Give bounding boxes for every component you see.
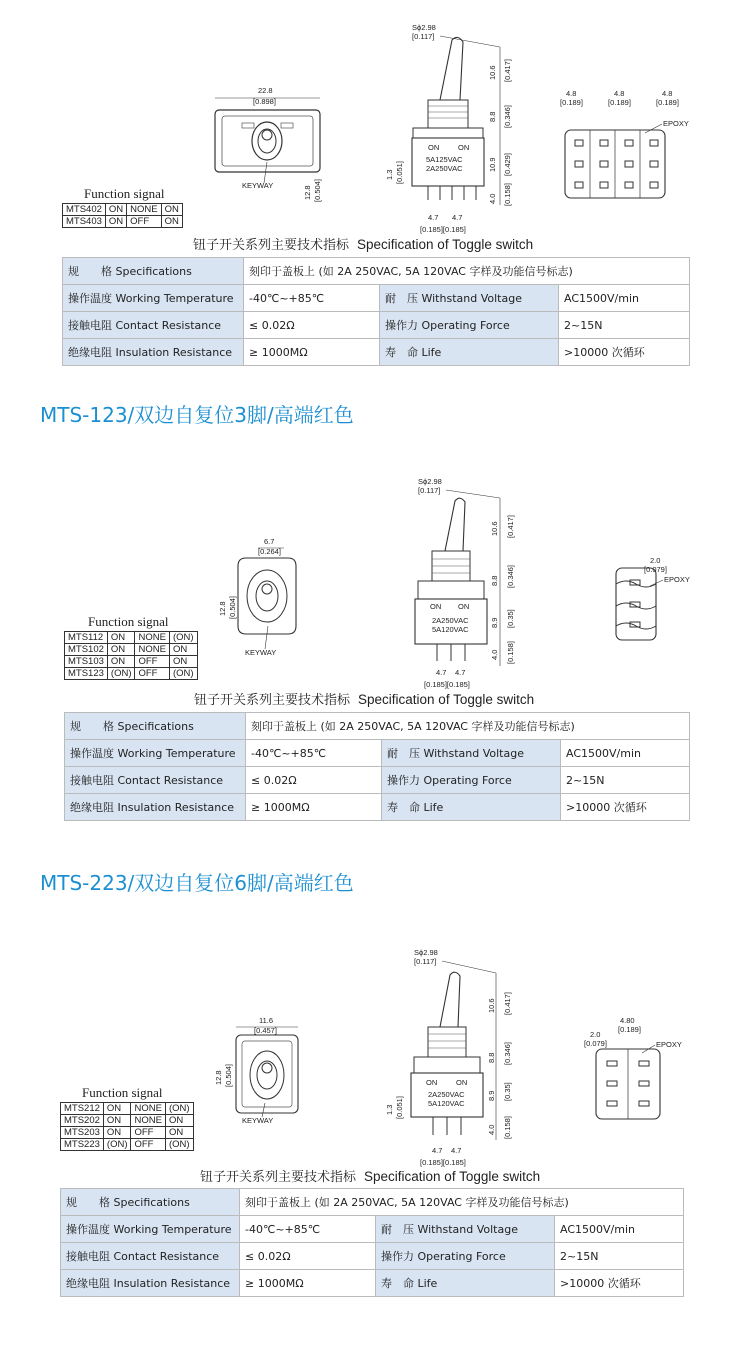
bottom-pitch-dim-3: 4.8 xyxy=(662,89,673,98)
table-row xyxy=(63,285,690,312)
spec-value: 刻印于盖板上 (如 2A 250VAC, 5A 120VAC 字样及功能信号标志) xyxy=(240,1189,684,1216)
body-on-right: ON xyxy=(456,1078,468,1087)
body-height-dim: 8.9 xyxy=(487,1090,496,1101)
plate-width-dim: 11.6 xyxy=(259,1016,274,1025)
model-cell: MTS102 xyxy=(65,644,108,656)
model-cell: MTS202 xyxy=(61,1115,104,1127)
function-signal-table xyxy=(64,631,198,680)
table-row xyxy=(63,312,690,339)
spec-value: ≥ 1000MΩ xyxy=(246,794,382,821)
model-cell: MTS212 xyxy=(61,1103,104,1115)
side-view xyxy=(385,948,512,1167)
side-view xyxy=(385,23,512,234)
body-on-left: ON xyxy=(426,1078,438,1087)
position-cell: ON xyxy=(169,656,197,668)
bushing-height-inch: [0.346] xyxy=(503,105,512,128)
position-cell: ON xyxy=(107,632,135,644)
position-cell: NONE xyxy=(127,204,161,216)
position-cell: (ON) xyxy=(107,668,135,680)
table-row xyxy=(61,1115,194,1127)
shaft-inch: [0.117] xyxy=(418,486,441,495)
bushing-height-dim: 8.8 xyxy=(490,575,499,586)
bottom-view xyxy=(560,89,689,198)
epoxy-label: EPOXY xyxy=(656,1040,682,1049)
spec-table xyxy=(60,1188,684,1297)
table-row xyxy=(61,1127,194,1139)
spec-value: -40℃~+85℃ xyxy=(244,285,380,312)
spec-label: 接触电阻 Contact Resistance xyxy=(63,312,244,339)
spec-heading-cn: 钮子开关系列主要技术指标 xyxy=(200,1170,357,1185)
pitch-inch: [0.185][0.185] xyxy=(424,680,470,689)
spec-value: ≥ 1000MΩ xyxy=(244,339,380,366)
spec-heading xyxy=(200,1166,540,1185)
body-height-dim: 8.9 xyxy=(490,617,499,628)
side-inch: [0.051] xyxy=(395,161,404,184)
bottom-pitch-inch: [0.189] xyxy=(560,98,583,107)
epoxy-label: EPOXY xyxy=(663,119,689,128)
rating-line-2: 5A120VAC xyxy=(428,1099,465,1108)
spec-value: ≤ 0.02Ω xyxy=(240,1243,376,1270)
spec-label: 绝缘电阻 Insulation Resistance xyxy=(61,1270,240,1297)
position-cell: ON xyxy=(161,204,182,216)
spec-value: >10000 次循环 xyxy=(559,339,690,366)
spec-label: 耐 压 Withstand Voltage xyxy=(376,1216,555,1243)
function-signal-table xyxy=(60,1102,194,1151)
spec-label: 操作温度 Working Temperature xyxy=(61,1216,240,1243)
table-row xyxy=(61,1270,684,1297)
spec-value: AC1500V/min xyxy=(559,285,690,312)
position-cell: ON xyxy=(169,644,197,656)
plate-width-dim: 22.8 xyxy=(258,86,273,95)
lever-height-inch: [0.417] xyxy=(503,59,512,82)
model-cell: MTS112 xyxy=(65,632,108,644)
section-mts-400 xyxy=(0,0,750,380)
plate-width-inch: [0.457] xyxy=(254,1026,277,1035)
bottom-pitch-inch: [0.079] xyxy=(584,1039,607,1048)
position-cell: (ON) xyxy=(165,1139,193,1151)
section-mts-223 xyxy=(0,935,750,1305)
model-cell: MTS123 xyxy=(65,668,108,680)
position-cell: ON xyxy=(103,1127,131,1139)
body-on-left: ON xyxy=(430,602,442,611)
position-cell: ON xyxy=(107,644,135,656)
rating-line-2: 5A120VAC xyxy=(432,625,469,634)
bottom-view xyxy=(584,1016,682,1119)
position-cell: (ON) xyxy=(169,668,197,680)
position-cell: NONE xyxy=(135,644,169,656)
model-cell: MTS103 xyxy=(65,656,108,668)
pitch-dim-1: 4.7 xyxy=(428,213,439,222)
epoxy-label: EPOXY xyxy=(664,575,690,584)
bushing-height-dim: 8.8 xyxy=(487,1052,496,1063)
bottom-view xyxy=(616,556,690,640)
position-cell: (ON) xyxy=(165,1103,193,1115)
position-cell: (ON) xyxy=(103,1139,131,1151)
pin-height-dim: 4.0 xyxy=(488,193,497,204)
spec-table xyxy=(62,257,690,366)
lever-height-inch: [0.417] xyxy=(503,992,512,1015)
spec-value: ≥ 1000MΩ xyxy=(240,1270,376,1297)
bottom-pitch-dim-2: 4.80 xyxy=(620,1016,635,1025)
spec-heading-cn: 钮子开关系列主要技术指标 xyxy=(193,238,350,253)
pin-height-inch: [0.158] xyxy=(503,183,512,206)
body-on-right: ON xyxy=(458,602,470,611)
model-cell: MTS223 xyxy=(61,1139,104,1151)
top-view xyxy=(214,1016,298,1125)
model-cell: MTS403 xyxy=(63,216,106,228)
rating-line-2: 2A250VAC xyxy=(426,164,463,173)
table-row xyxy=(65,644,198,656)
position-cell: ON xyxy=(105,204,126,216)
table-row xyxy=(61,1189,684,1216)
body-height-inch: [0.35] xyxy=(503,1082,512,1101)
function-signal-block xyxy=(62,186,183,228)
shaft-dim: Sϕ2.98 xyxy=(418,477,442,486)
side-dim: 1.3 xyxy=(385,1104,394,1115)
position-cell: ON xyxy=(103,1115,131,1127)
plate-height-dim: 12.8 xyxy=(214,1070,223,1085)
side-view xyxy=(415,477,515,689)
plate-width-dim: 6.7 xyxy=(264,537,275,546)
model-cell: MTS402 xyxy=(63,204,106,216)
lever-height-dim: 10.6 xyxy=(490,521,499,536)
spec-value: 2~15N xyxy=(555,1243,684,1270)
pitch-dim-2: 4.7 xyxy=(455,668,466,677)
shaft-dim: Sϕ2.98 xyxy=(412,23,436,32)
position-cell: OFF xyxy=(135,668,169,680)
top-view xyxy=(218,537,296,696)
plate-height-inch: [0.504] xyxy=(228,596,237,619)
lever-height-inch: [0.417] xyxy=(506,515,515,538)
bottom-pitch-dim: 4.8 xyxy=(566,89,577,98)
spec-label: 绝缘电阻 Insulation Resistance xyxy=(65,794,246,821)
body-height-inch: [0.429] xyxy=(503,153,512,176)
spec-value: -40℃~+85℃ xyxy=(240,1216,376,1243)
series-title-mts-123: MTS-123/双边自复位3脚/高端红色 xyxy=(40,403,354,427)
keyway-label: KEYWAY xyxy=(245,648,277,657)
spec-label: 接触电阻 Contact Resistance xyxy=(65,767,246,794)
position-cell: ON xyxy=(161,216,182,228)
spec-label: 寿 命 Life xyxy=(376,1270,555,1297)
position-cell: NONE xyxy=(131,1115,165,1127)
position-cell: (ON) xyxy=(169,632,197,644)
position-cell: OFF xyxy=(135,656,169,668)
section-mts-123 xyxy=(0,456,750,836)
spec-heading xyxy=(194,689,534,708)
pin-height-inch: [0.158] xyxy=(503,1116,512,1139)
plate-width-inch: [0.898] xyxy=(253,97,276,106)
bushing-height-dim: 8.8 xyxy=(488,111,497,122)
spec-label: 规 格 Specifications xyxy=(61,1189,240,1216)
rating-line-1: 5A125VAC xyxy=(426,155,463,164)
bottom-pitch-inch-3: [0.189] xyxy=(656,98,679,107)
table-row xyxy=(61,1216,684,1243)
spec-label: 操作温度 Working Temperature xyxy=(65,740,246,767)
pin-height-dim: 4.0 xyxy=(487,1124,496,1135)
position-cell: ON xyxy=(107,656,135,668)
spec-label: 接触电阻 Contact Resistance xyxy=(61,1243,240,1270)
plate-height-dim: 12.8 xyxy=(303,185,312,200)
position-cell: NONE xyxy=(135,632,169,644)
shaft-inch: [0.117] xyxy=(414,957,437,966)
spec-label: 规 格 Specifications xyxy=(65,713,246,740)
spec-heading-en: Specification of Toggle switch xyxy=(357,237,534,252)
spec-heading-en: Specification of Toggle switch xyxy=(364,1169,541,1184)
spec-value: >10000 次循环 xyxy=(555,1270,684,1297)
spec-heading-en: Specification of Toggle switch xyxy=(358,692,535,707)
position-cell: ON xyxy=(165,1115,193,1127)
spec-label: 寿 命 Life xyxy=(380,339,559,366)
spec-heading xyxy=(193,234,533,253)
function-signal-table xyxy=(62,203,183,228)
function-signal-title: Function signal xyxy=(88,614,169,629)
spec-label: 耐 压 Withstand Voltage xyxy=(380,285,559,312)
pin-height-inch: [0.158] xyxy=(506,641,515,664)
table-row xyxy=(63,339,690,366)
spec-label: 绝缘电阻 Insulation Resistance xyxy=(63,339,244,366)
function-signal-title: Function signal xyxy=(82,1085,163,1100)
table-row xyxy=(65,794,690,821)
spec-label: 操作力 Operating Force xyxy=(376,1243,555,1270)
body-on-right: ON xyxy=(458,143,470,152)
pitch-dim-2: 4.7 xyxy=(452,213,463,222)
plate-width-inch: [0.264] xyxy=(258,547,281,556)
spec-value: -40℃~+85℃ xyxy=(246,740,382,767)
table-row xyxy=(61,1103,194,1115)
bottom-pitch-dim-2: 4.8 xyxy=(614,89,625,98)
spec-value: 2~15N xyxy=(559,312,690,339)
table-row xyxy=(61,1243,684,1270)
table-row xyxy=(65,632,198,644)
shaft-inch: [0.117] xyxy=(412,32,435,41)
pitch-inch: [0.185][0.185] xyxy=(420,1158,466,1167)
position-cell: NONE xyxy=(131,1103,165,1115)
function-signal-title: Function signal xyxy=(84,186,165,201)
side-dim: 1.3 xyxy=(385,169,394,180)
table-row xyxy=(65,713,690,740)
position-cell: OFF xyxy=(127,216,161,228)
pitch-dim-1: 4.7 xyxy=(436,668,447,677)
spec-table xyxy=(64,712,690,821)
pin-height-dim: 4.0 xyxy=(490,649,499,660)
function-signal-block xyxy=(64,614,198,680)
rating-line-1: 2A250VAC xyxy=(432,616,469,625)
bushing-height-inch: [0.346] xyxy=(503,1042,512,1065)
spec-value: 刻印于盖板上 (如 2A 250VAC, 5A 120VAC 字样及功能信号标志) xyxy=(244,258,690,285)
side-inch: [0.051] xyxy=(395,1096,404,1119)
pitch-dim-2: 4.7 xyxy=(451,1146,462,1155)
bottom-pitch-inch: [0.079] xyxy=(644,565,667,574)
keyway-label: KEYWAY xyxy=(242,1116,274,1125)
lever-height-dim: 10.6 xyxy=(488,65,497,80)
position-cell: OFF xyxy=(131,1139,165,1151)
bottom-pitch-dim: 2.0 xyxy=(590,1030,601,1039)
table-row xyxy=(63,204,183,216)
table-row xyxy=(63,258,690,285)
body-height-inch: [0.35] xyxy=(506,609,515,628)
spec-value: 2~15N xyxy=(561,767,690,794)
plate-height-dim: 12.8 xyxy=(218,601,227,616)
spec-value: AC1500V/min xyxy=(555,1216,684,1243)
table-row xyxy=(63,216,183,228)
position-cell: ON xyxy=(105,216,126,228)
bushing-height-inch: [0.346] xyxy=(506,565,515,588)
table-row xyxy=(65,668,198,680)
spec-heading-cn: 钮子开关系列主要技术指标 xyxy=(194,693,351,708)
spec-value: ≤ 0.02Ω xyxy=(244,312,380,339)
spec-label: 操作力 Operating Force xyxy=(382,767,561,794)
spec-label: 耐 压 Withstand Voltage xyxy=(382,740,561,767)
table-row xyxy=(65,740,690,767)
position-cell: OFF xyxy=(131,1127,165,1139)
model-cell: MTS203 xyxy=(61,1127,104,1139)
spec-label: 寿 命 Life xyxy=(382,794,561,821)
top-view xyxy=(215,86,322,202)
plate-height-inch: [0.504] xyxy=(313,179,322,202)
spec-label: 操作力 Operating Force xyxy=(380,312,559,339)
keyway-label: KEYWAY xyxy=(242,181,274,190)
position-cell: ON xyxy=(103,1103,131,1115)
body-on-left: ON xyxy=(428,143,440,152)
pitch-dim-1: 4.7 xyxy=(432,1146,443,1155)
lever-height-dim: 10.6 xyxy=(487,998,496,1013)
table-row xyxy=(65,767,690,794)
spec-value: AC1500V/min xyxy=(561,740,690,767)
spec-label: 规 格 Specifications xyxy=(63,258,244,285)
spec-value: 刻印于盖板上 (如 2A 250VAC, 5A 120VAC 字样及功能信号标志) xyxy=(246,713,690,740)
spec-value: >10000 次循环 xyxy=(561,794,690,821)
table-row xyxy=(61,1139,194,1151)
table-row xyxy=(65,656,198,668)
rating-line-1: 2A250VAC xyxy=(428,1090,465,1099)
shaft-dim: Sϕ2.98 xyxy=(414,948,438,957)
plate-height-inch: [0.504] xyxy=(224,1064,233,1087)
spec-label: 操作温度 Working Temperature xyxy=(63,285,244,312)
bottom-pitch-inch-2: [0.189] xyxy=(618,1025,641,1034)
series-title-mts-223: MTS-223/双边自复位6脚/高端红色 xyxy=(40,871,354,895)
pitch-inch: [0.185][0.185] xyxy=(420,225,466,234)
function-signal-block xyxy=(60,1085,194,1151)
bottom-pitch-dim: 2.0 xyxy=(650,556,661,565)
bottom-pitch-inch-2: [0.189] xyxy=(608,98,631,107)
body-height-dim: 10.9 xyxy=(488,157,497,172)
position-cell: ON xyxy=(165,1127,193,1139)
spec-value: ≤ 0.02Ω xyxy=(246,767,382,794)
